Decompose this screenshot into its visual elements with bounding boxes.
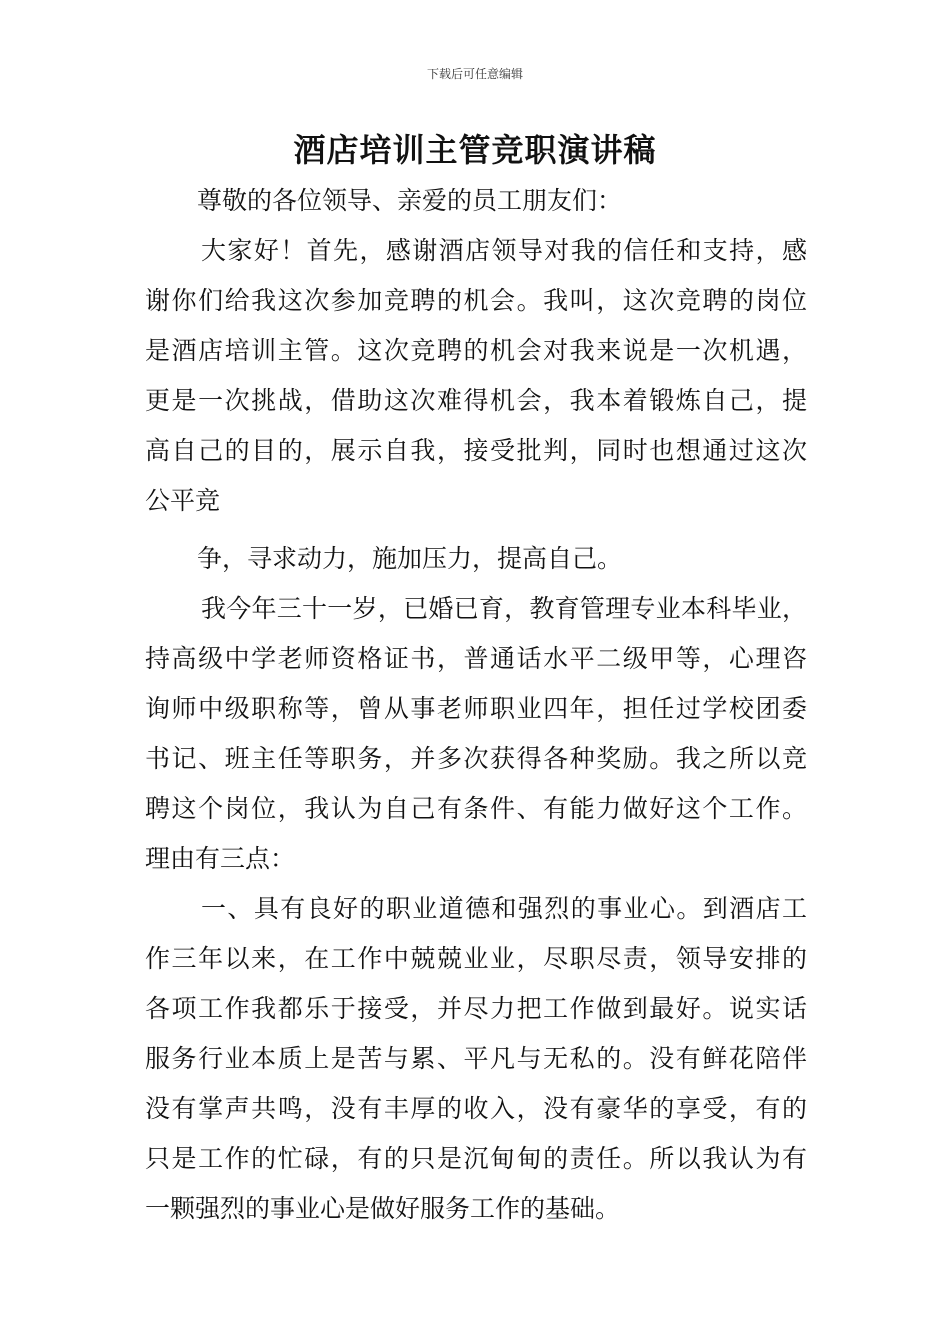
header-note: 下载后可任意编辑 <box>426 67 523 81</box>
paragraph-line: 持高级中学老师资格证书，普通话水平二级甲等，心理咨 <box>145 644 807 673</box>
paragraph-line: 大家好！首先，感谢酒店领导对我的信任和支持，感 <box>201 236 807 265</box>
paragraph-line: 是酒店培训主管。这次竞聘的机会对我来说是一次机遇， <box>145 336 807 365</box>
paragraph-line: 服务行业本质上是苦与累、平凡与无私的。没有鲜花陪伴 <box>145 1044 807 1073</box>
paragraph-line: 争，寻求动力，施加压力，提高自己。 <box>197 544 623 573</box>
paragraph-line: 询师中级职称等，曾从事老师职业四年，担任过学校团委 <box>145 694 807 723</box>
paragraph-line: 理由有三点： <box>145 844 296 873</box>
paragraph-line: 作三年以来，在工作中兢兢业业，尽职尽责，领导安排的 <box>145 944 807 973</box>
paragraph-line: 一、具有良好的职业道德和强烈的事业心。到酒店工 <box>201 894 807 923</box>
paragraph-line: 只是工作的忙碌，有的只是沉甸甸的责任。所以我认为有 <box>145 1144 807 1173</box>
paragraph-line: 高自己的目的，展示自我，接受批判，同时也想通过这次 <box>145 436 807 465</box>
document-body <box>145 176 807 1234</box>
paragraph-line: 书记、班主任等职务，并多次获得各种奖励。我之所以竞 <box>145 744 807 773</box>
paragraph-line: 聘这个岗位，我认为自己有条件、有能力做好这个工作。 <box>145 794 807 823</box>
paragraph-line: 没有掌声共鸣，没有丰厚的收入，没有豪华的享受，有的 <box>145 1094 807 1123</box>
paragraph-line: 公平竞 <box>145 486 221 515</box>
paragraph-line: 一颗强烈的事业心是做好服务工作的基础。 <box>145 1194 621 1223</box>
paragraph-line: 各项工作我都乐于接受，并尽力把工作做到最好。说实话 <box>145 994 807 1023</box>
salutation-line: 尊敬的各位领导、亲爱的员工朋友们： <box>197 186 623 215</box>
document-title: 酒店培训主管竞职演讲稿 <box>293 131 657 169</box>
paragraph-line: 谢你们给我这次参加竞聘的机会。我叫，这次竞聘的岗位 <box>145 286 807 315</box>
paragraph-line: 我今年三十一岁，已婚已育，教育管理专业本科毕业， <box>201 594 807 623</box>
paragraph-line: 更是一次挑战，借助这次难得机会，我本着锻炼自己，提 <box>145 386 807 415</box>
